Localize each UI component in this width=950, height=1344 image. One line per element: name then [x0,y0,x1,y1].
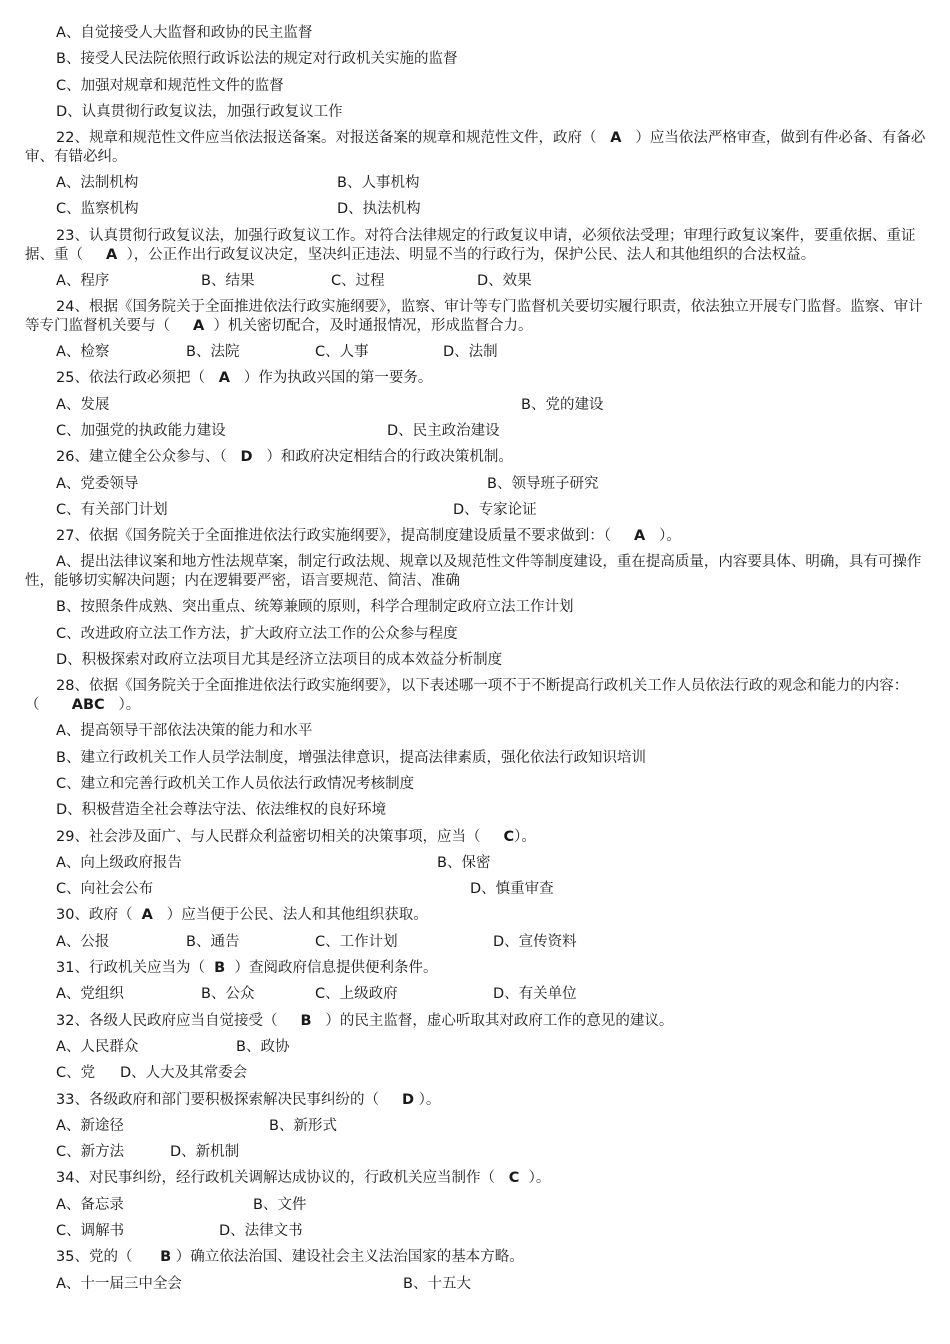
option-b: B、通告 [186,933,240,950]
answer: B [214,960,226,977]
option-c: C、改进政府立法工作方法，扩大政府立法工作的公众参与程度 [56,625,458,642]
option-c: C、上级政府 [315,986,398,1003]
option-d: D、执法机构 [337,201,421,218]
question-text: 26、建立健全公众参与、（ [56,449,227,466]
option-b: B、政协 [236,1038,290,1055]
options-row [25,1192,928,1218]
options-row [25,1060,928,1086]
option-a: A、程序 [56,272,110,289]
question-26 [25,444,928,470]
question-text-end: ）确立依法治国、建设社会主义法治国家的基本方略。 [175,1249,524,1266]
question-text-end: ）应当便于公民、法人和其他组织获取。 [166,907,428,924]
option-c: C、人事 [315,344,369,361]
question-text-end: ）和政府决定相结合的行政决策机制。 [266,449,513,466]
option-a: A、党委领导 [56,475,139,492]
question-text-end: ）的民主监督，虚心听取其对政府工作的意见的建议。 [325,1012,674,1029]
option-b: B、建立行政机关工作人员学法制度，增强法律意识，提高法律素质，强化依法行政知识培训 [56,749,646,766]
answer: A [106,246,118,263]
option-c: C、加强对规章和规范性文件的监督 [56,77,284,94]
option-a: A、人民群众 [56,1038,139,1055]
answer: A [634,528,646,545]
question-text: 29、社会涉及面广、与人民群众利益密切相关的决策事项，应当（ [56,828,481,845]
option-c: C、向社会公布 [56,881,154,898]
question-text-end: ）。 [118,697,141,714]
question-text-end: ）。 [418,1091,441,1108]
question-23 [25,223,928,268]
option-d: D、法律文书 [219,1222,303,1239]
answer: D [240,449,253,466]
question-text: 34、对民事纠纷，经行政机关调解达成协议的，行政机关应当制作（ [56,1170,495,1187]
option-d: D、认真贯彻行政复议法，加强行政复议工作 [56,103,343,120]
option-c: C、建立和完善行政机关工作人员依法行政情况考核制度 [56,775,415,792]
option-d: D、有关单位 [493,986,577,1003]
answer: B [160,1249,172,1266]
option-a: A、检察 [56,344,110,361]
question-text: 31、行政机关应当为（ [56,960,205,977]
option-d: D、新机制 [170,1144,240,1161]
option-a: A、法制机构 [56,175,139,192]
question-25 [25,365,928,391]
options-row [25,196,928,222]
option-a: A、提出法律议案和地方性法规草案，制定行政法规、规章以及规范性文件等制度建设，重在提高质量，内容要具体、明确，具有可操作性，能够切实解决问题；内在逻辑要严密，语言要规范、简洁、准确 [25,554,922,590]
options-row [25,1139,928,1165]
question-22 [25,125,928,170]
option-d: D、人大及其常委会 [120,1065,248,1082]
option-d: D、民主政治建设 [387,422,500,439]
options-row [25,981,928,1007]
question-text-end: ）。 [528,1170,551,1187]
answer: D [402,1091,415,1108]
question-33 [25,1087,928,1113]
question-text-end: ）。 [659,528,681,545]
question-34 [25,1165,928,1191]
question-text: 24、根据《国务院关于全面推进依法行政实施纲要》，监察、审计等专门监督机关要切实履行职责，依法独立开展专门监督。监察、审计等专门监督机关要与（ [25,299,923,335]
option-d: D、积极营造全社会尊法守法、依法维权的良好环境 [56,802,387,819]
question-text-end: ），公正作出行政复议决定，坚决纠正违法、明显不当的行政行为，保护公民、法人和其他组织的合法权益。 [126,246,816,263]
option-b: B、党的建设 [521,396,604,413]
options-row [25,1271,928,1297]
option-a: A、备忘录 [56,1196,124,1213]
answer: C [508,1170,520,1187]
option-c: C、有关部门计划 [56,501,168,518]
option-b: B、文件 [253,1196,307,1213]
question-text-end: ）应当依法严格审查，做到有件必备、有备必审、有错必纠。 [25,130,926,166]
option-b: B、新形式 [269,1117,337,1134]
options-row [25,170,928,196]
question-text-end: ）查阅政府信息提供便利条件。 [234,960,438,977]
option-a: A、新途径 [56,1117,124,1134]
question-27 [25,523,928,549]
option-b: B、结果 [201,272,255,289]
question-29 [25,824,928,850]
options-row [25,1113,928,1139]
question-text: 30、政府（ [56,907,133,924]
answer: ABC [71,697,105,714]
option-b: B、领导班子研究 [487,475,599,492]
option-b: B、接受人民法院依照行政诉讼法的规定对行政机关实施的监督 [56,51,458,68]
question-text-end: ）作为执政兴国的第一要务。 [243,370,433,387]
options-row [25,929,928,955]
options-row [25,850,928,876]
option-a: A、公报 [56,933,110,950]
option-d: D、慎重审查 [470,881,554,898]
question-text: 23、认真贯彻行政复议法，加强行政复议工作。对符合法律规定的行政复议申请，必须依法受理；审理行政复议案件，要重依据、重证据、重（ [25,227,916,263]
options-row [25,471,928,497]
option-a: A、十一届三中全会 [56,1275,182,1292]
option-a: A、发展 [56,396,110,413]
option-a: A、提高领导干部依法决策的能力和水平 [56,723,313,740]
options-row [25,1218,928,1244]
answer: A [218,370,231,387]
option-c: C、加强党的执政能力建设 [56,422,226,439]
option-c: C、党 [56,1065,96,1082]
options-row [25,497,928,523]
answer: A [193,318,205,335]
option-d: D、法制 [443,344,498,361]
question-text: 22、规章和规范性文件应当依法报送备案。对报送备案的规章和规范性文件，政府（ [56,130,597,147]
answer: A [141,907,153,924]
option-d: D、积极探索对政府立法项目尤其是经济立法项目的成本效益分析制度 [56,652,503,669]
question-30 [25,902,928,928]
question-text: 33、各级政府和部门要积极探索解决民事纠纷的（ [56,1091,379,1108]
answer: A [610,130,622,147]
question-text: 35、党的（ [56,1249,133,1266]
question-32 [25,1008,928,1034]
question-text: 32、各级人民政府应当自觉接受（ [56,1012,278,1029]
question-text: 27、依据《国务院关于全面推进依法行政实施纲要》，提高制度建设质量不要求做到：（ [56,528,611,545]
option-a: A、自觉接受人大监督和政协的民主监督 [56,25,313,41]
answer: C [503,828,515,845]
option-b: B、保密 [437,854,491,871]
option-b: B、公众 [201,986,255,1003]
option-d: D、宣传资料 [493,933,577,950]
question-text: 25、依法行政必须把（ [56,370,205,387]
options-row [25,392,928,418]
option-c: C、监察机构 [56,201,139,218]
option-c: C、调解书 [56,1222,125,1239]
option-b: B、按照条件成熟、突出重点、统筹兼顾的原则，科学合理制定政府立法工作计划 [56,599,574,616]
option-d: D、效果 [477,272,532,289]
question-24 [25,294,928,339]
option-b: B、十五大 [403,1275,471,1292]
options-row [25,339,928,365]
question-text-end: ）机关密切配合，及时通报情况，形成监督合力。 [213,318,533,335]
answer: B [300,1012,312,1029]
option-b: B、人事机构 [337,175,420,192]
option-c: C、工作计划 [315,933,398,950]
options-row [25,418,928,444]
options-row [25,1034,928,1060]
option-c: C、新方法 [56,1144,125,1161]
option-b: B、法院 [186,344,240,361]
question-text: 28、依据《国务院关于全面推进依法行政实施纲要》，以下表述哪一项不于不断提高行政机关工作人员依法行政的观念和能力的内容：（ [25,678,909,714]
options-row [25,876,928,902]
options-row [25,268,928,294]
question-text-end: ）。 [514,828,536,845]
option-a: A、向上级政府报告 [56,854,182,871]
question-31 [25,955,928,981]
question-28 [25,673,928,718]
question-35 [25,1244,928,1270]
option-d: D、专家论证 [453,501,537,518]
option-a: A、党组织 [56,986,124,1003]
option-c: C、过程 [331,272,385,289]
